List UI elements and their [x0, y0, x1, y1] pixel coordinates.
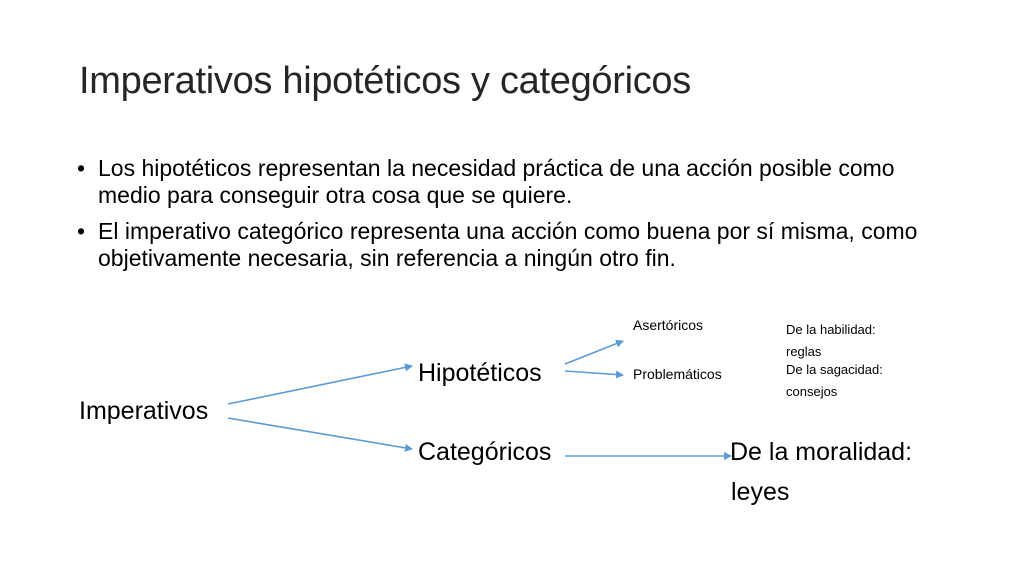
diagram-node-asertoricos: Asertóricos — [633, 317, 704, 333]
arrow-imperativos-to-categoricos — [228, 418, 412, 449]
sagacidad-label: De la sagacidad: — [786, 362, 883, 377]
arrow-hipoteticos-to-asertoricos — [565, 341, 623, 364]
bullet-text: Los hipotéticos representan la necesidad práctica de una acción posible como medio para conseguir otra cosa que se quiere. — [98, 155, 895, 208]
habilidad-label: De la habilidad: — [786, 322, 876, 337]
diagram-note-habilidad — [786, 319, 876, 363]
slide-title: Imperativos hipotéticos y categóricos — [79, 60, 691, 102]
diagram-note-sagacidad — [786, 359, 883, 403]
arrow-imperativos-to-hipoteticos — [228, 366, 412, 404]
diagram-node-moralidad: De la moralidad: — [730, 438, 913, 466]
bullet-dot-icon: • — [77, 218, 86, 244]
sagacidad-value: consejos — [786, 384, 838, 399]
bullet-dot-icon: • — [77, 155, 86, 181]
diagram-node-categoricos: Categóricos — [418, 438, 552, 466]
diagram-node-problematicos: Problemáticos — [633, 366, 722, 382]
bullet-text: El imperativo categórico representa una acción como buena por sí misma, como objetivamente necesaria, sin referencia a ningún otro fin. — [98, 218, 918, 271]
diagram-node-leyes: leyes — [731, 478, 790, 506]
arrow-hipoteticos-to-problematicos — [565, 371, 623, 375]
diagram-root-imperativos: Imperativos — [79, 397, 209, 425]
habilidad-value: reglas — [786, 344, 822, 359]
diagram-node-hipoteticos: Hipotéticos — [418, 359, 542, 387]
